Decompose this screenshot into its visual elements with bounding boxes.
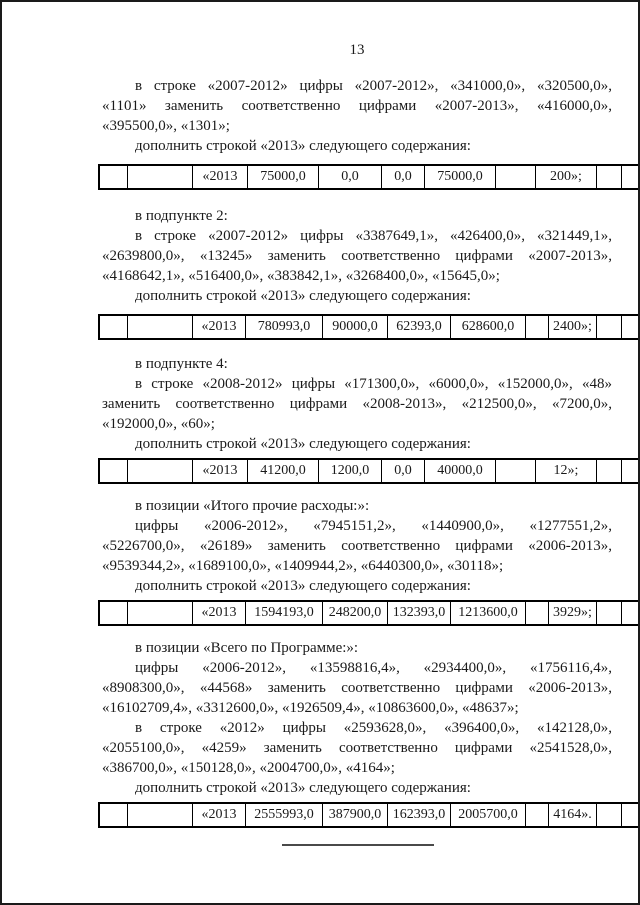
table-cell: 4164». [549,803,597,827]
table-cell [99,459,128,483]
table-cell [496,459,536,483]
paragraph [102,354,612,374]
text-line: в строке «2008-2012» цифры «171300,0», «6000,0», «152000,0», «48» [135,376,612,392]
table-cell: 0,0 [319,165,382,189]
paragraph [102,516,612,576]
table-cell: 2555993,0 [246,803,323,827]
budget-table [98,314,640,340]
table-cell [622,165,640,189]
table-cell [622,803,640,827]
table-cell [622,459,640,483]
table-row [99,459,640,483]
text-line: в позиции «Всего по Программе:»: [135,640,359,656]
paragraph [102,76,612,136]
text-line: дополнить строкой «2013» следующего содержания: [135,138,471,154]
text-line: в строке «2007-2012» цифры «3387649,1», «426400,0», «321449,1», [135,228,612,244]
paragraph [102,206,612,226]
text-line: в строке «2012» цифры «2593628,0», «396400,0», «142128,0», [135,720,612,736]
table-cell: 75000,0 [425,165,496,189]
text-line: в подпункте 4: [135,356,228,372]
text-line: «5226700,0», «26189» заменить соответственно цифрами «2006-2013», [102,538,612,554]
table-cell [128,459,193,483]
table-cell: 780993,0 [246,315,323,339]
table-row [99,803,640,827]
table-cell: «2013 [193,459,248,483]
paragraph [102,434,612,454]
separator-line [282,844,434,846]
budget-table [98,802,640,828]
text-line: дополнить строкой «2013» следующего содержания: [135,578,471,594]
table-cell: 40000,0 [425,459,496,483]
paragraph [102,576,612,596]
table-cell: «2013 [193,315,246,339]
text-line: в позиции «Итого прочие расходы:»: [135,498,370,514]
text-line: цифры «2006-2012», «7945151,2», «1440900,0», «1277551,2», [135,518,612,534]
table-cell: «2013 [193,165,248,189]
text-line: «16102709,4», «3312600,0», «1926509,4», «10863600,0», «48637»; [102,700,519,716]
text-line: в строке «2007-2012» цифры «2007-2012», «341000,0», «320500,0», [135,78,612,94]
table-cell [622,601,640,625]
table-cell [128,601,193,625]
table-row [99,165,640,189]
table-cell: 200»; [536,165,597,189]
text-line: «395500,0», «1301»; [102,118,230,134]
text-line: «2639800,0», «13245» заменить соответственно цифрами «2007-2013», [102,248,612,264]
table-cell [128,165,193,189]
table-cell: 162393,0 [388,803,451,827]
paragraph [102,226,612,286]
table-cell [526,601,549,625]
table-cell: 0,0 [382,459,425,483]
table-cell [597,803,622,827]
table-cell: 3929»; [549,601,597,625]
table-cell [128,803,193,827]
paragraph [102,658,612,718]
paragraph [102,136,612,156]
text-line: «1101» заменить соответственно цифрами «2007-2013», «416000,0», [102,98,612,114]
table-cell: 90000,0 [323,315,388,339]
table-cell [597,459,622,483]
table-cell: 132393,0 [388,601,451,625]
text-line: «4168642,1», «516400,0», «383842,1», «3268400,0», «15645,0»; [102,268,500,284]
table-cell: «2013 [193,601,246,625]
table-cell: 248200,0 [323,601,388,625]
text-line: заменить соответственно цифрами «2008-2013», «212500,0», «7200,0», [102,396,612,412]
table-cell: 387900,0 [323,803,388,827]
text-line: дополнить строкой «2013» следующего содержания: [135,288,471,304]
table-cell [526,315,549,339]
table-cell: 2400»; [549,315,597,339]
table-cell: 12»; [536,459,597,483]
table-cell: 1200,0 [319,459,382,483]
table-cell: 41200,0 [248,459,319,483]
paragraph [102,374,612,434]
text-line: «9539344,2», «1689100,0», «1409944,2», «6440300,0», «30118»; [102,558,504,574]
paragraph [102,286,612,306]
document-content [102,40,612,846]
table-cell: 75000,0 [248,165,319,189]
budget-table [98,164,640,190]
page-number: 13 [349,42,365,58]
text-line: дополнить строкой «2013» следующего содержания: [135,436,471,452]
table-row [99,315,640,339]
table-row [99,601,640,625]
table-cell [597,601,622,625]
table-cell [99,165,128,189]
text-line: «192000,0», «60»; [102,416,215,432]
text-line: дополнить строкой «2013» следующего содержания: [135,780,471,796]
text-line: в подпункте 2: [135,208,228,224]
table-cell: 1594193,0 [246,601,323,625]
table-cell [128,315,193,339]
paragraph [102,718,612,778]
text-line: «2055100,0», «4259» заменить соответственно цифрами «2541528,0», [102,740,612,756]
table-cell [99,315,128,339]
table-cell [597,315,622,339]
table-cell: 62393,0 [388,315,451,339]
table-cell [622,315,640,339]
paragraph [102,496,612,516]
table-cell [99,601,128,625]
table-cell [496,165,536,189]
budget-table [98,600,640,626]
table-cell [99,803,128,827]
text-line: «386700,0», «150128,0», «2004700,0», «4164»; [102,760,395,776]
text-line: «8908300,0», «44568» заменить соответственно цифрами «2006-2013», [102,680,612,696]
text-line: цифры «2006-2012», «13598816,4», «2934400,0», «1756116,4», [135,660,612,676]
table-cell: 1213600,0 [451,601,526,625]
budget-table [98,458,640,484]
table-cell: 2005700,0 [451,803,526,827]
paragraph [102,638,612,658]
table-cell: «2013 [193,803,246,827]
table-cell [526,803,549,827]
paragraph [102,778,612,798]
table-cell: 628600,0 [451,315,526,339]
table-cell [597,165,622,189]
table-cell: 0,0 [382,165,425,189]
